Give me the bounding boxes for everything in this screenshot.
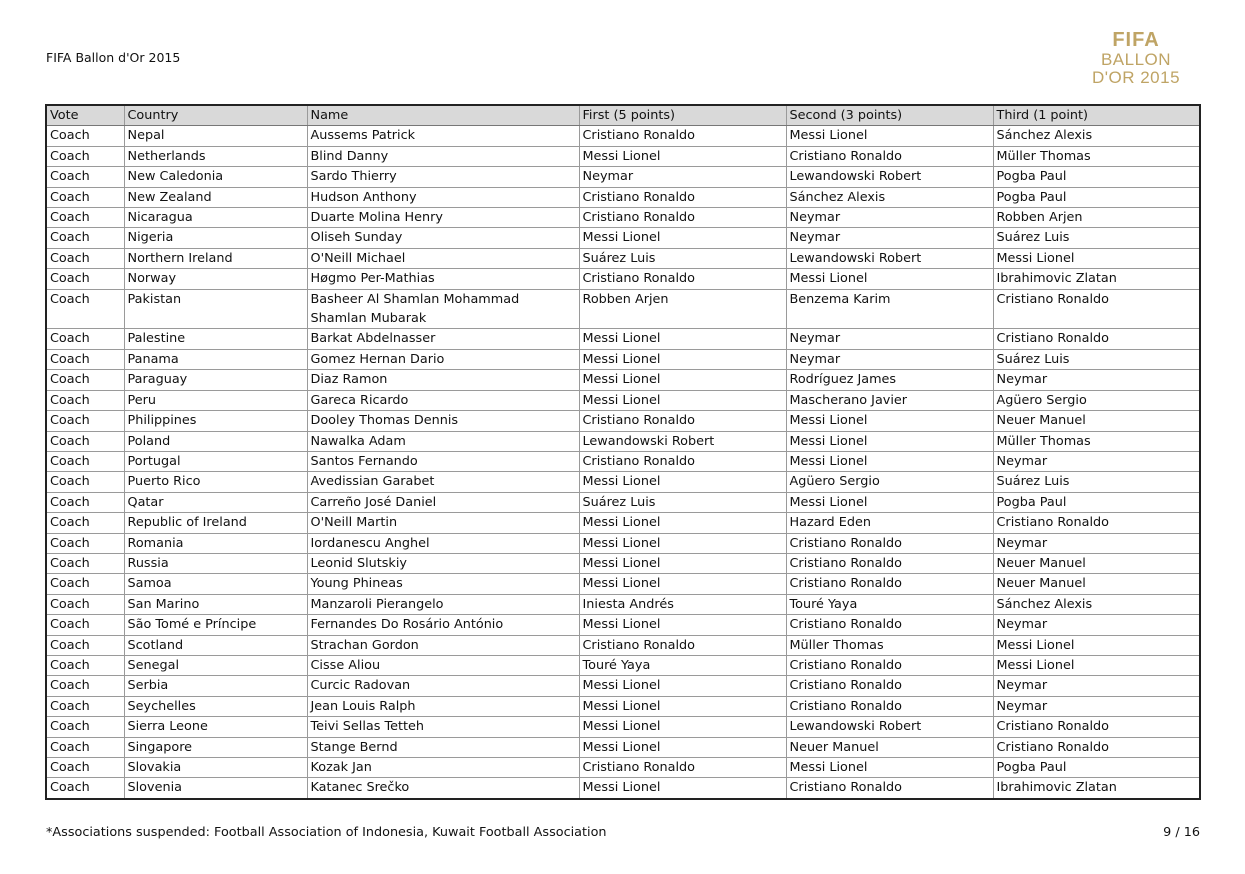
table-row: [46, 167, 1200, 187]
cell-vote: Coach: [46, 289, 124, 329]
cell-third: Ibrahimovic Zlatan: [993, 778, 1200, 799]
document-title: FIFA Ballon d'Or 2015: [46, 50, 181, 65]
cell-vote: Coach: [46, 635, 124, 655]
cell-name: Hudson Anthony: [307, 187, 579, 207]
cell-second: Messi Lionel: [786, 431, 993, 451]
cell-third: Agüero Sergio: [993, 390, 1200, 410]
cell-vote: Coach: [46, 758, 124, 778]
table-row: [46, 615, 1200, 635]
table-row: [46, 187, 1200, 207]
cell-country: Palestine: [124, 329, 307, 349]
cell-vote: Coach: [46, 411, 124, 431]
cell-country: Netherlands: [124, 146, 307, 166]
cell-third: Suárez Luis: [993, 228, 1200, 248]
cell-third: Sánchez Alexis: [993, 594, 1200, 614]
cell-vote: Coach: [46, 329, 124, 349]
cell-vote: Coach: [46, 208, 124, 228]
cell-third: Ibrahimovic Zlatan: [993, 269, 1200, 289]
cell-second: Touré Yaya: [786, 594, 993, 614]
cell-second: Cristiano Ronaldo: [786, 574, 993, 594]
cell-first: Cristiano Ronaldo: [579, 208, 786, 228]
cell-first: Messi Lionel: [579, 676, 786, 696]
cell-first: Cristiano Ronaldo: [579, 187, 786, 207]
cell-name: Aussems Patrick: [307, 126, 579, 146]
cell-first: Iniesta Andrés: [579, 594, 786, 614]
cell-third: Cristiano Ronaldo: [993, 289, 1200, 329]
cell-first: Cristiano Ronaldo: [579, 126, 786, 146]
cell-third: Neuer Manuel: [993, 553, 1200, 573]
cell-second: Cristiano Ronaldo: [786, 655, 993, 675]
cell-vote: Coach: [46, 146, 124, 166]
cell-country: Qatar: [124, 492, 307, 512]
cell-country: Philippines: [124, 411, 307, 431]
cell-name: Cisse Aliou: [307, 655, 579, 675]
table-row: [46, 431, 1200, 451]
page-number: 9 / 16: [1163, 825, 1200, 840]
table-row: [46, 696, 1200, 716]
cell-third: Messi Lionel: [993, 655, 1200, 675]
cell-name: Dooley Thomas Dennis: [307, 411, 579, 431]
table-row: [46, 289, 1200, 329]
cell-second: Neymar: [786, 349, 993, 369]
cell-name: Strachan Gordon: [307, 635, 579, 655]
cell-second: Müller Thomas: [786, 635, 993, 655]
cell-name: Blind Danny: [307, 146, 579, 166]
cell-vote: Coach: [46, 778, 124, 799]
cell-first: Cristiano Ronaldo: [579, 758, 786, 778]
cell-country: Nigeria: [124, 228, 307, 248]
cell-country: Peru: [124, 390, 307, 410]
table-row: [46, 758, 1200, 778]
table-row: [46, 574, 1200, 594]
cell-country: Scotland: [124, 635, 307, 655]
cell-country: Samoa: [124, 574, 307, 594]
cell-name: Oliseh Sunday: [307, 228, 579, 248]
table-row: [46, 451, 1200, 471]
cell-vote: Coach: [46, 431, 124, 451]
cell-vote: Coach: [46, 594, 124, 614]
cell-country: Panama: [124, 349, 307, 369]
cell-country: Slovenia: [124, 778, 307, 799]
cell-third: Neuer Manuel: [993, 411, 1200, 431]
cell-name: Kozak Jan: [307, 758, 579, 778]
cell-country: Sierra Leone: [124, 717, 307, 737]
cell-vote: Coach: [46, 451, 124, 471]
cell-second: Messi Lionel: [786, 411, 993, 431]
cell-name: Gareca Ricardo: [307, 390, 579, 410]
cell-first: Messi Lionel: [579, 329, 786, 349]
column-header-country: Country: [124, 105, 307, 126]
logo-dor-text: D'OR: [1091, 68, 1135, 87]
table-row: [46, 248, 1200, 268]
table-row: [46, 329, 1200, 349]
cell-first: Messi Lionel: [579, 574, 786, 594]
cell-third: Sánchez Alexis: [993, 126, 1200, 146]
cell-second: Messi Lionel: [786, 269, 993, 289]
cell-country: Romania: [124, 533, 307, 553]
table-row: [46, 390, 1200, 410]
cell-third: Pogba Paul: [993, 758, 1200, 778]
table-row: [46, 533, 1200, 553]
cell-vote: Coach: [46, 472, 124, 492]
cell-country: Seychelles: [124, 696, 307, 716]
cell-name: Sardo Thierry: [307, 167, 579, 187]
table-row: [46, 778, 1200, 799]
cell-third: Neymar: [993, 676, 1200, 696]
cell-first: Messi Lionel: [579, 696, 786, 716]
cell-first: Messi Lionel: [579, 533, 786, 553]
cell-second: Cristiano Ronaldo: [786, 553, 993, 573]
cell-second: Cristiano Ronaldo: [786, 533, 993, 553]
cell-second: Messi Lionel: [786, 451, 993, 471]
cell-country: Republic of Ireland: [124, 513, 307, 533]
table-row: [46, 676, 1200, 696]
cell-vote: Coach: [46, 574, 124, 594]
cell-vote: Coach: [46, 167, 124, 187]
table-row: [46, 513, 1200, 533]
table-row: [46, 635, 1200, 655]
cell-country: Serbia: [124, 676, 307, 696]
cell-vote: Coach: [46, 717, 124, 737]
cell-name: Young Phineas: [307, 574, 579, 594]
cell-vote: Coach: [46, 187, 124, 207]
cell-vote: Coach: [46, 492, 124, 512]
cell-first: Suárez Luis: [579, 248, 786, 268]
cell-third: Cristiano Ronaldo: [993, 329, 1200, 349]
cell-name: O'Neill Michael: [307, 248, 579, 268]
table-row: [46, 717, 1200, 737]
column-header-second: Second (3 points): [786, 105, 993, 126]
cell-first: Messi Lionel: [579, 737, 786, 757]
table-row: [46, 146, 1200, 166]
cell-country: Norway: [124, 269, 307, 289]
cell-country: San Marino: [124, 594, 307, 614]
logo-year-text: 2015: [1140, 68, 1181, 87]
cell-name: Iordanescu Anghel: [307, 533, 579, 553]
table-body: [46, 126, 1200, 799]
cell-name: Jean Louis Ralph: [307, 696, 579, 716]
cell-first: Messi Lionel: [579, 472, 786, 492]
cell-third: Müller Thomas: [993, 431, 1200, 451]
cell-third: Cristiano Ronaldo: [993, 717, 1200, 737]
cell-third: Neymar: [993, 533, 1200, 553]
cell-first: Messi Lionel: [579, 615, 786, 635]
cell-first: Suárez Luis: [579, 492, 786, 512]
votes-table: [45, 104, 1201, 800]
cell-first: Cristiano Ronaldo: [579, 269, 786, 289]
cell-vote: Coach: [46, 390, 124, 410]
cell-vote: Coach: [46, 228, 124, 248]
cell-country: Northern Ireland: [124, 248, 307, 268]
cell-second: Neuer Manuel: [786, 737, 993, 757]
cell-second: Cristiano Ronaldo: [786, 696, 993, 716]
column-header-first: First (5 points): [579, 105, 786, 126]
cell-first: Messi Lionel: [579, 146, 786, 166]
cell-third: Pogba Paul: [993, 167, 1200, 187]
cell-name: Diaz Ramon: [307, 370, 579, 390]
cell-third: Pogba Paul: [993, 492, 1200, 512]
cell-third: Müller Thomas: [993, 146, 1200, 166]
cell-second: Messi Lionel: [786, 492, 993, 512]
cell-vote: Coach: [46, 533, 124, 553]
table-row: [46, 737, 1200, 757]
cell-second: Rodríguez James: [786, 370, 993, 390]
cell-first: Neymar: [579, 167, 786, 187]
cell-second: Cristiano Ronaldo: [786, 146, 993, 166]
cell-second: Lewandowski Robert: [786, 717, 993, 737]
cell-name: Duarte Molina Henry: [307, 208, 579, 228]
cell-country: Slovakia: [124, 758, 307, 778]
cell-second: Cristiano Ronaldo: [786, 676, 993, 696]
cell-vote: Coach: [46, 696, 124, 716]
cell-first: Messi Lionel: [579, 349, 786, 369]
cell-country: Pakistan: [124, 289, 307, 329]
cell-country: New Caledonia: [124, 167, 307, 187]
logo-fifa-text: FIFA: [1112, 29, 1160, 51]
cell-second: Benzema Karim: [786, 289, 993, 329]
cell-first: Messi Lionel: [579, 778, 786, 799]
cell-third: Neymar: [993, 370, 1200, 390]
cell-name: Santos Fernando: [307, 451, 579, 471]
table-row: [46, 349, 1200, 369]
cell-name: Barkat Abdelnasser: [307, 329, 579, 349]
cell-name: Avedissian Garabet: [307, 472, 579, 492]
cell-name: Nawalka Adam: [307, 431, 579, 451]
cell-first: Cristiano Ronaldo: [579, 411, 786, 431]
cell-second: Cristiano Ronaldo: [786, 778, 993, 799]
column-header-vote: Vote: [46, 105, 124, 126]
cell-country: Poland: [124, 431, 307, 451]
cell-second: Neymar: [786, 329, 993, 349]
cell-vote: Coach: [46, 126, 124, 146]
cell-second: Hazard Eden: [786, 513, 993, 533]
cell-name: Høgmo Per-Mathias: [307, 269, 579, 289]
cell-first: Cristiano Ronaldo: [579, 451, 786, 471]
table-row: [46, 655, 1200, 675]
table-row: [46, 411, 1200, 431]
cell-third: Cristiano Ronaldo: [993, 513, 1200, 533]
table-row: [46, 208, 1200, 228]
cell-country: New Zealand: [124, 187, 307, 207]
table-row: [46, 126, 1200, 146]
logo-ballon-text: BALLON: [1100, 50, 1172, 69]
cell-first: Cristiano Ronaldo: [579, 635, 786, 655]
cell-second: Mascherano Javier: [786, 390, 993, 410]
table-row: [46, 472, 1200, 492]
cell-second: Lewandowski Robert: [786, 248, 993, 268]
cell-name: Leonid Slutskiy: [307, 553, 579, 573]
cell-name: Basheer Al Shamlan Mohammad Shamlan Mubarak: [307, 289, 579, 329]
cell-vote: Coach: [46, 737, 124, 757]
table-header-row: [46, 105, 1200, 126]
cell-second: Messi Lionel: [786, 758, 993, 778]
cell-vote: Coach: [46, 248, 124, 268]
cell-name: Gomez Hernan Dario: [307, 349, 579, 369]
fifa-ballon-dor-logo: [1072, 30, 1200, 86]
column-header-third: Third (1 point): [993, 105, 1200, 126]
cell-second: Neymar: [786, 228, 993, 248]
cell-third: Neymar: [993, 615, 1200, 635]
cell-first: Messi Lionel: [579, 513, 786, 533]
cell-third: Neuer Manuel: [993, 574, 1200, 594]
cell-first: Robben Arjen: [579, 289, 786, 329]
cell-vote: Coach: [46, 676, 124, 696]
column-header-name: Name: [307, 105, 579, 126]
cell-second: Sánchez Alexis: [786, 187, 993, 207]
cell-second: Cristiano Ronaldo: [786, 615, 993, 635]
cell-country: Nepal: [124, 126, 307, 146]
cell-country: Paraguay: [124, 370, 307, 390]
cell-vote: Coach: [46, 370, 124, 390]
cell-name: Manzaroli Pierangelo: [307, 594, 579, 614]
table-row: [46, 492, 1200, 512]
cell-country: Senegal: [124, 655, 307, 675]
cell-country: Portugal: [124, 451, 307, 471]
table-row: [46, 269, 1200, 289]
cell-country: Russia: [124, 553, 307, 573]
cell-vote: Coach: [46, 553, 124, 573]
table-row: [46, 370, 1200, 390]
cell-vote: Coach: [46, 513, 124, 533]
cell-third: Cristiano Ronaldo: [993, 737, 1200, 757]
cell-third: Pogba Paul: [993, 187, 1200, 207]
cell-second: Agüero Sergio: [786, 472, 993, 492]
cell-name: Teivi Sellas Tetteh: [307, 717, 579, 737]
logo-dor-line: [1072, 69, 1200, 86]
cell-second: Lewandowski Robert: [786, 167, 993, 187]
cell-name: Carreño José Daniel: [307, 492, 579, 512]
cell-vote: Coach: [46, 615, 124, 635]
cell-name: Curcic Radovan: [307, 676, 579, 696]
footnote: *Associations suspended: Football Association of Indonesia, Kuwait Football Association: [46, 825, 607, 840]
table-row: [46, 228, 1200, 248]
cell-vote: Coach: [46, 349, 124, 369]
cell-first: Lewandowski Robert: [579, 431, 786, 451]
cell-name: O'Neill Martin: [307, 513, 579, 533]
cell-second: Neymar: [786, 208, 993, 228]
cell-country: Puerto Rico: [124, 472, 307, 492]
cell-third: Suárez Luis: [993, 349, 1200, 369]
cell-name: Stange Bernd: [307, 737, 579, 757]
cell-third: Suárez Luis: [993, 472, 1200, 492]
cell-third: Neymar: [993, 451, 1200, 471]
cell-first: Messi Lionel: [579, 228, 786, 248]
cell-name: Fernandes Do Rosário António: [307, 615, 579, 635]
cell-first: Touré Yaya: [579, 655, 786, 675]
cell-second: Messi Lionel: [786, 126, 993, 146]
cell-third: Robben Arjen: [993, 208, 1200, 228]
cell-country: São Tomé e Príncipe: [124, 615, 307, 635]
cell-first: Messi Lionel: [579, 717, 786, 737]
cell-first: Messi Lionel: [579, 370, 786, 390]
cell-first: Messi Lionel: [579, 553, 786, 573]
cell-first: Messi Lionel: [579, 390, 786, 410]
cell-name: Katanec Srečko: [307, 778, 579, 799]
cell-third: Neymar: [993, 696, 1200, 716]
cell-vote: Coach: [46, 655, 124, 675]
cell-third: Messi Lionel: [993, 635, 1200, 655]
cell-country: Singapore: [124, 737, 307, 757]
cell-country: Nicaragua: [124, 208, 307, 228]
cell-vote: Coach: [46, 269, 124, 289]
table-row: [46, 553, 1200, 573]
table-row: [46, 594, 1200, 614]
cell-third: Messi Lionel: [993, 248, 1200, 268]
